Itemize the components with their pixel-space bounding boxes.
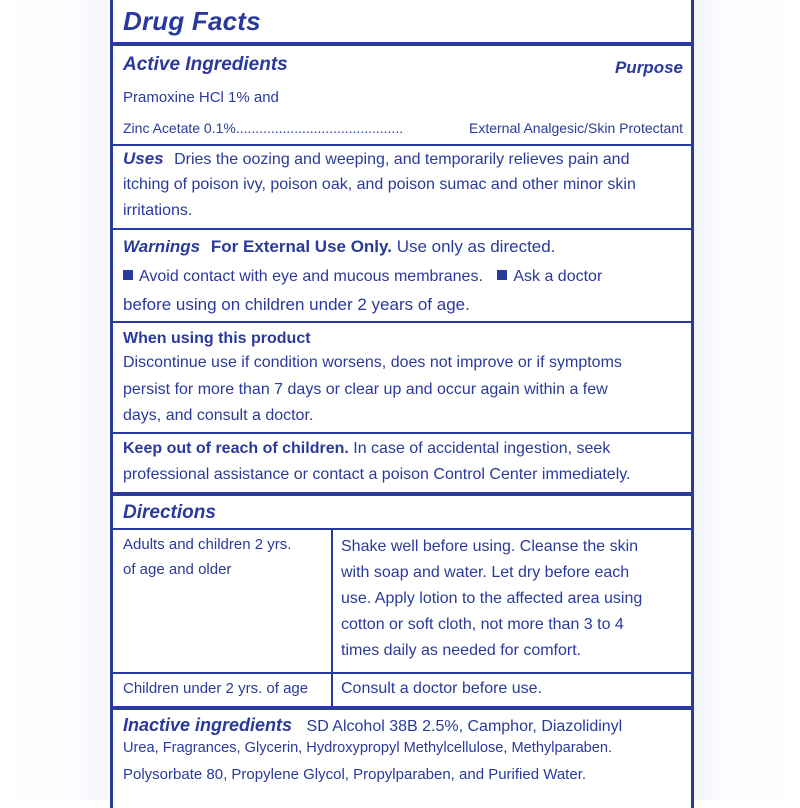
when-using-heading: When using this product <box>123 330 311 347</box>
warnings-directed: Use only as directed. <box>396 237 556 256</box>
inactive-text: SD Alcohol 38B 2.5%, Camphor, Diazolidinyl <box>306 718 623 735</box>
directions-row1-left-1: Adults and children 2 yrs. <box>123 536 292 553</box>
directions-heading: Directions <box>123 502 216 523</box>
when-using-line-2: persist for more than 7 days or clear up and occur again within a few <box>123 381 608 398</box>
keep-out-line-1 <box>123 438 610 460</box>
inactive-line-3: Polysorbate 80, Propylene Glycol, Propylparaben, and Purified Water. <box>123 766 587 783</box>
table-divider <box>331 672 333 708</box>
divider <box>113 528 691 530</box>
directions-row1-right-5: times daily as needed for comfort. <box>341 642 582 659</box>
uses-line-1 <box>123 148 629 171</box>
panel-title: Drug Facts <box>123 6 261 36</box>
purpose-heading: Purpose <box>614 58 683 77</box>
right-background <box>692 0 800 800</box>
directions-row1-right-1: Shake well before using. Cleanse the skin <box>341 538 639 555</box>
left-background <box>0 0 108 800</box>
divider <box>113 706 691 710</box>
zinc-acetate-text: Zinc Acetate 0.1% <box>123 120 236 136</box>
keep-out-text: In case of accidental ingestion, seek <box>353 440 611 457</box>
warnings-line-1 <box>123 236 555 258</box>
warnings-line-2 <box>123 266 602 288</box>
directions-row1-right-3: use. Apply lotion to the affected area using <box>341 590 643 607</box>
directions-row1-left-2: of age and older <box>123 561 232 578</box>
divider <box>113 144 691 146</box>
active-line-1: Pramoxine HCl 1% and <box>123 89 279 106</box>
active-ingredients-heading: Active Ingredients <box>123 54 288 75</box>
divider <box>113 672 691 674</box>
warnings-bullet-1: Avoid contact with eye and mucous membranes. <box>139 268 483 285</box>
divider <box>113 432 691 434</box>
warnings-bullet-2: Ask a doctor <box>513 268 603 285</box>
active-purpose-text: External Analgesic/Skin Protectant <box>468 120 683 136</box>
keep-out-line-2: professional assistance or contact a poison Control Center immediately. <box>123 466 631 483</box>
uses-line-2: itching of poison ivy, poison oak, and poison sumac and other minor skin <box>123 176 636 193</box>
directions-row1-right-2: with soap and water. Let dry before each <box>341 564 630 581</box>
warnings-line-3: before using on children under 2 years of age. <box>123 295 470 314</box>
table-divider <box>331 530 333 672</box>
inactive-heading: Inactive ingredients <box>123 715 293 735</box>
bullet-square-icon <box>497 270 507 280</box>
inactive-line-1 <box>123 714 622 738</box>
uses-line-3: irritations. <box>123 202 193 219</box>
when-using-line-1: Discontinue use if condition worsens, does not improve or if symptoms <box>123 354 622 371</box>
drug-facts-panel <box>110 0 694 808</box>
when-using-line-3: days, and consult a doctor. <box>123 407 314 424</box>
active-ingredient-zinc <box>123 120 403 136</box>
divider <box>113 228 691 230</box>
uses-text: Dries the oozing and weeping, and temporarily relieves pain and <box>174 151 630 168</box>
bullet-square-icon <box>123 270 133 280</box>
inactive-line-2: Urea, Fragrances, Glycerin, Hydroxypropyl Methylcellulose, Methylparaben. <box>123 740 613 756</box>
directions-row2-left: Children under 2 yrs. of age <box>123 680 309 697</box>
warnings-heading: Warnings <box>123 237 201 256</box>
divider <box>113 321 691 323</box>
divider <box>113 492 691 496</box>
divider <box>113 42 691 46</box>
keep-out-heading: Keep out of reach of children. <box>123 440 349 457</box>
warnings-external-use: For External Use Only. <box>210 237 392 256</box>
uses-heading: Uses <box>123 149 164 168</box>
directions-row2-right: Consult a doctor before use. <box>341 680 543 697</box>
directions-row1-right-4: cotton or soft cloth, not more than 3 to 4 <box>341 616 624 633</box>
leader-dots: ........................................... <box>235 120 404 136</box>
